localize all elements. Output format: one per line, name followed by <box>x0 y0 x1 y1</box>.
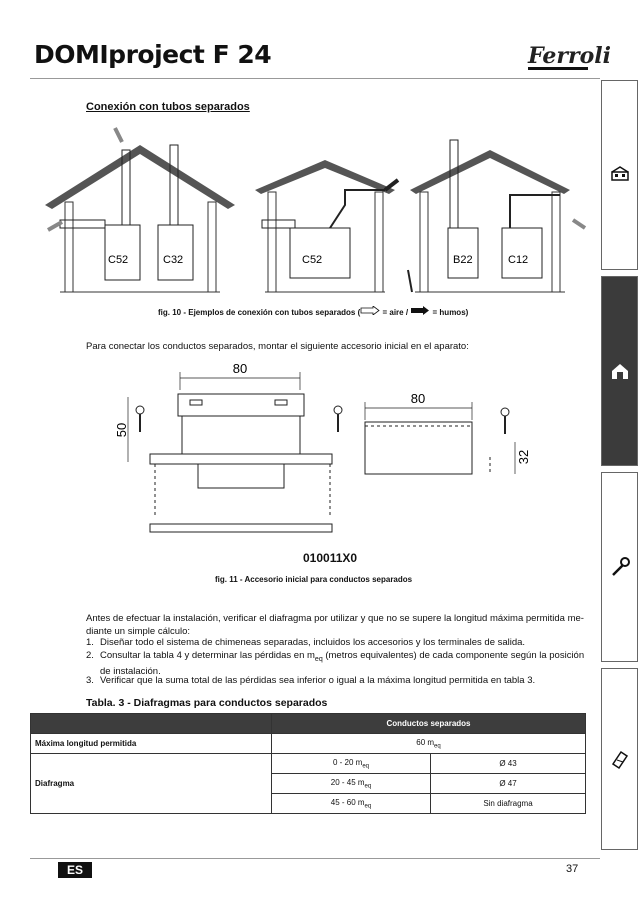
house-3 <box>408 140 585 292</box>
section-tabs <box>601 80 638 850</box>
smoke-arrow-icon <box>410 306 430 315</box>
diaphragm-label: Diafragma <box>31 754 272 814</box>
fig10-diagram <box>40 120 590 305</box>
fig10-label-2: C32 <box>163 254 184 266</box>
air-arrow-icon <box>360 306 380 315</box>
range-cell: 20 - 45 $m_{eq}$ <box>272 774 431 794</box>
wrench-icon <box>609 556 631 578</box>
instructions-intro: Antes de efectuar la instalación, verificar el diafragma por utilizar y que no se supere la longitud máxima permitida me- diante un simple cálculo: <box>86 613 584 637</box>
max-length-value: 60 $m_{eq}$ <box>272 734 586 754</box>
fig10-label-5: C12 <box>508 254 529 266</box>
table-header-blank <box>31 714 272 734</box>
screw-left <box>136 406 144 432</box>
table-header: Conductos separados <box>272 714 586 734</box>
fig10-label-1: C52 <box>108 254 129 266</box>
tab-service[interactable] <box>601 472 638 662</box>
tab-installer[interactable] <box>601 276 638 466</box>
range-cell: 45 - 60 $m_{eq}$ <box>272 794 431 814</box>
table-row <box>31 754 586 774</box>
instructions-list: 1. Diseñar todo el sistema de chimeneas separadas, incluidos los accesorios y los terminales de salida. 2. Consultar la tabla 4 y determinar las pérdidas en $m_{eq}$ (metros equivalentes) de cada componente según la posición de instalación. 3. Verificar que la suma total de las pérdidas sea inferior o igual a la máxima longitud permitida en tabla 3. <box>86 637 585 686</box>
table-row <box>31 714 586 734</box>
installer-icon <box>609 360 631 382</box>
table-row <box>31 734 586 754</box>
fig10-caption: fig. 10 - Ejemplos de conexión con tubos separados ( = aire / = humos) <box>158 308 469 317</box>
fig11-diagram <box>110 362 540 547</box>
max-length-label: Máxima longitud permitida <box>31 734 272 754</box>
intro-text: Para conectar los conductos separados, montar el siguiente accesorio inicial en el aparato: <box>86 341 469 352</box>
fig10-label-4: B22 <box>453 254 473 266</box>
dim-height-a: 50 <box>114 422 129 438</box>
tab-specs[interactable] <box>601 668 638 850</box>
document-title: DOMIproject F 24 <box>34 40 272 69</box>
header-divider <box>30 78 600 79</box>
screw-right <box>334 406 342 432</box>
section-heading: Conexión con tubos separados <box>86 101 250 113</box>
fig11-caption: fig. 11 - Accesorio inicial para conductos separados <box>215 575 413 584</box>
page-number: 37 <box>566 863 579 875</box>
house-1 <box>45 128 235 292</box>
brand-logo: Ferroli <box>528 43 611 69</box>
tab-user[interactable] <box>601 80 638 270</box>
screw-right-b <box>501 408 509 434</box>
footer-divider <box>30 858 600 859</box>
user-icon <box>609 164 631 186</box>
diaphragm-table <box>30 713 586 814</box>
language-badge: ES <box>58 862 92 878</box>
diaphragm-value: Sin diafragma <box>431 794 586 814</box>
diaphragm-value: Ø 47 <box>431 774 586 794</box>
dim-width-b: 80 <box>410 391 426 406</box>
diaphragm-value: Ø 43 <box>431 754 586 774</box>
house-2 <box>255 160 398 292</box>
checklist-icon <box>609 748 631 770</box>
range-cell: 0 - 20 $m_{eq}$ <box>272 754 431 774</box>
table3-title: Tabla. 3 - Diafragmas para conductos separados <box>86 697 328 709</box>
fig10-label-3: C52 <box>302 254 323 266</box>
dim-height-b: 32 <box>516 449 531 465</box>
dim-width-a: 80 <box>232 362 248 376</box>
accessory-code: 010011X0 <box>303 551 358 565</box>
